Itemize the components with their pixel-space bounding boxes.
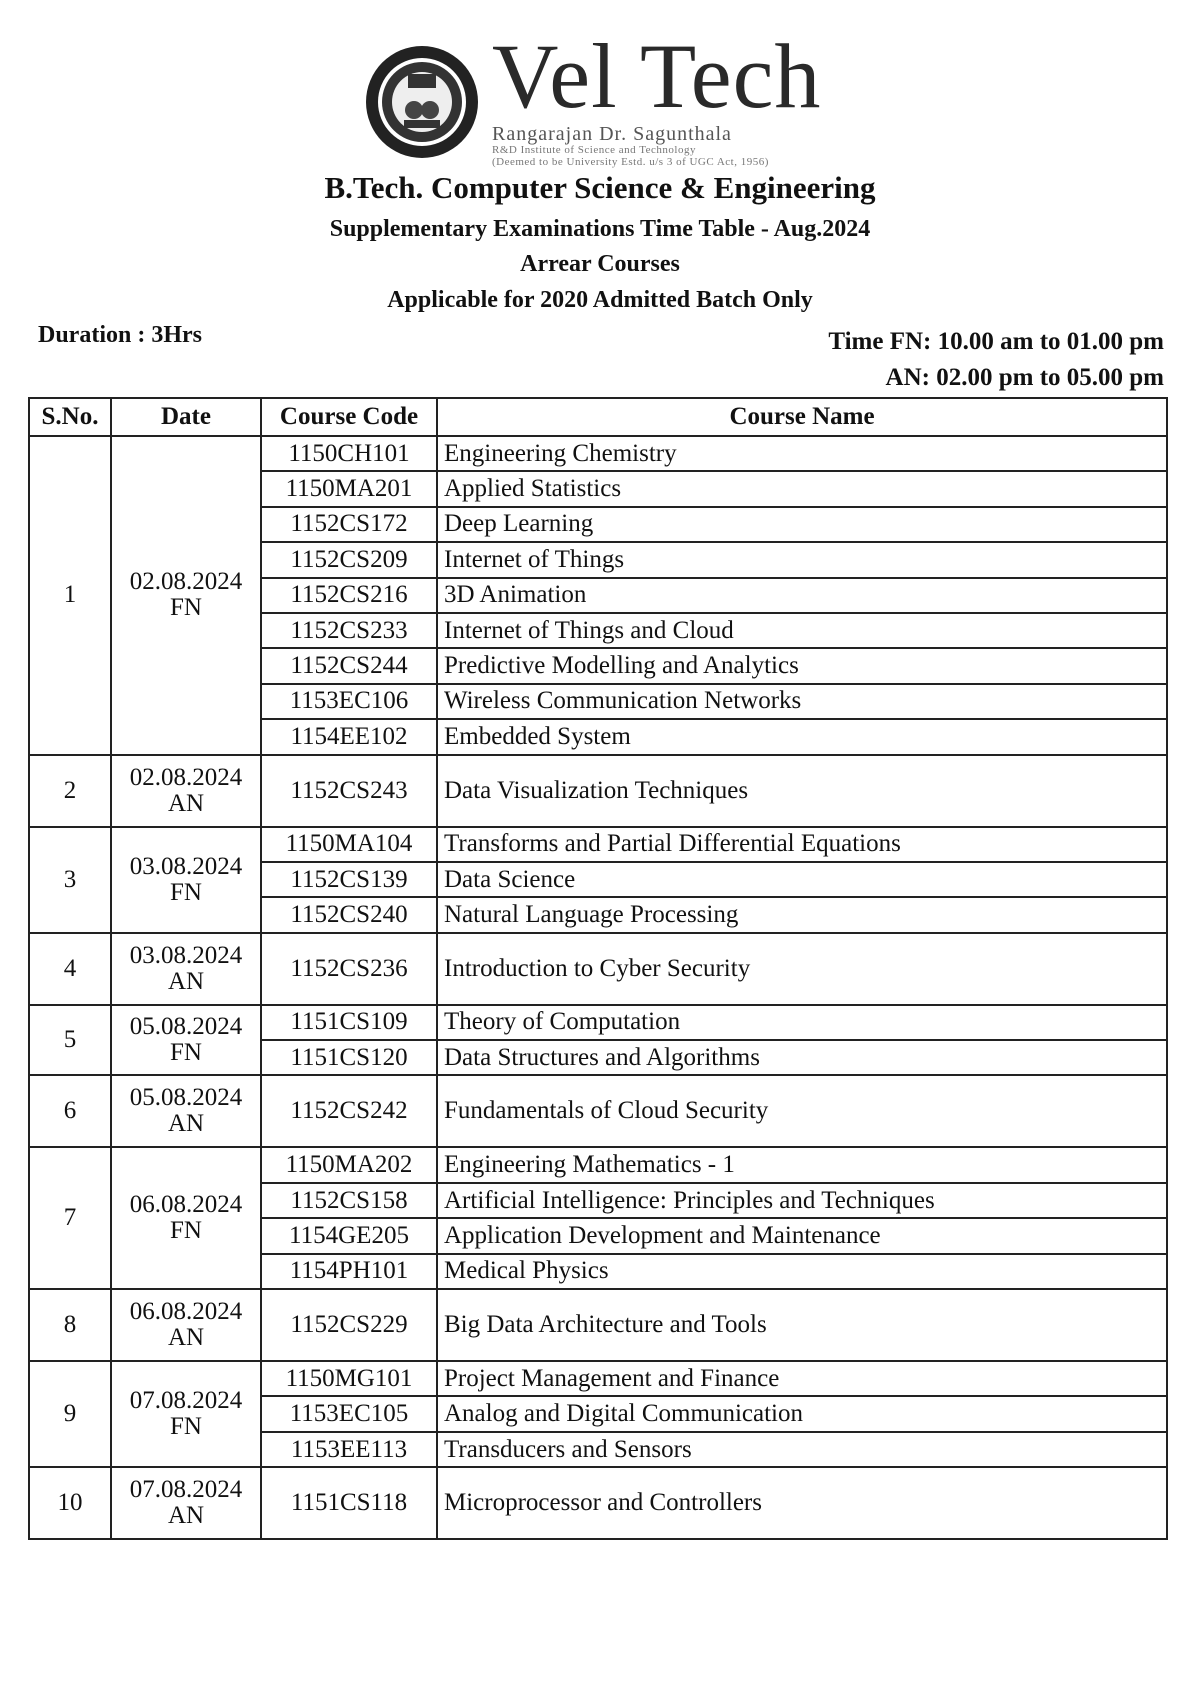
course-name-cell: Internet of Things and Cloud <box>437 613 1167 648</box>
course-code-cell: 1154EE102 <box>261 719 437 754</box>
table-row <box>29 1361 1167 1396</box>
exam-date-cell <box>111 1075 261 1147</box>
course-name-cell: Deep Learning <box>437 507 1167 542</box>
course-name-cell: Medical Physics <box>437 1254 1167 1289</box>
course-code-cell: 1152CS216 <box>261 578 437 613</box>
course-code-cell: 1150MA104 <box>261 827 437 862</box>
course-code-cell: 1152CS172 <box>261 507 437 542</box>
exam-session: FN <box>170 1217 202 1245</box>
serial-number-cell: 2 <box>29 755 111 827</box>
exam-date-cell <box>111 755 261 827</box>
exam-session: FN <box>170 878 202 906</box>
exam-session: FN <box>170 1413 202 1441</box>
course-code-cell: 1150CH101 <box>261 436 437 471</box>
course-code-cell: 1151CS118 <box>261 1467 437 1539</box>
table-row <box>29 1147 1167 1182</box>
timetable-body <box>29 436 1167 1539</box>
course-code-cell: 1150MA202 <box>261 1147 437 1182</box>
exam-session: FN <box>170 594 202 622</box>
exam-date: 07.08.2024 <box>129 1476 243 1504</box>
serial-number-cell: 5 <box>29 1005 111 1076</box>
batch-applicability: Applicable for 2020 Admitted Batch Only <box>387 287 813 313</box>
course-name-cell: Natural Language Processing <box>437 897 1167 932</box>
serial-number-cell: 4 <box>29 933 111 1005</box>
column-header-sno: S.No. <box>29 398 111 436</box>
exam-date: 05.08.2024 <box>129 1013 243 1041</box>
table-row <box>29 755 1167 827</box>
course-code-cell: 1152CS242 <box>261 1075 437 1147</box>
course-code-cell: 1152CS158 <box>261 1183 437 1218</box>
exam-date-cell <box>111 1147 261 1289</box>
course-name-cell: Transforms and Partial Differential Equations <box>437 827 1167 862</box>
course-name-cell: Microprocessor and Controllers <box>437 1467 1167 1539</box>
exam-subtitle: Supplementary Examinations Time Table - Aug.2024 <box>329 216 871 242</box>
serial-number-cell: 10 <box>29 1467 111 1539</box>
timetable <box>28 397 1168 1540</box>
course-code-cell: 1153EE113 <box>261 1432 437 1467</box>
course-code-cell: 1150MG101 <box>261 1361 437 1396</box>
table-row <box>29 1289 1167 1361</box>
exam-date: 05.08.2024 <box>129 1084 243 1112</box>
logo-line-2: R&D Institute of Science and Technology <box>492 144 696 156</box>
institution-logo <box>364 25 824 168</box>
course-category: Arrear Courses <box>520 251 680 277</box>
table-row <box>29 933 1167 1005</box>
table-row <box>29 436 1167 471</box>
column-header-course-name: Course Name <box>437 398 1167 436</box>
table-row <box>29 827 1167 862</box>
serial-number-cell: 6 <box>29 1075 111 1147</box>
course-name-cell: Wireless Communication Networks <box>437 684 1167 719</box>
exam-date-cell <box>111 436 261 755</box>
exam-duration: Duration : 3Hrs <box>38 322 202 348</box>
forenoon-timing: Time FN: 10.00 am to 01.00 pm <box>828 328 1164 355</box>
course-code-cell: 1152CS236 <box>261 933 437 1005</box>
course-name-cell: Project Management and Finance <box>437 1361 1167 1396</box>
exam-session: AN <box>167 789 205 817</box>
course-code-cell: 1152CS243 <box>261 755 437 827</box>
course-name-cell: 3D Animation <box>437 578 1167 613</box>
course-code-cell: 1152CS244 <box>261 648 437 683</box>
serial-number-cell: 9 <box>29 1361 111 1467</box>
course-name-cell: Fundamentals of Cloud Security <box>437 1075 1167 1147</box>
course-name-cell: Introduction to Cyber Security <box>437 933 1167 1005</box>
exam-date-cell <box>111 933 261 1005</box>
course-code-cell: 1150MA201 <box>261 471 437 506</box>
course-name-cell: Data Science <box>437 862 1167 897</box>
exam-date-cell <box>111 1467 261 1539</box>
exam-date-cell <box>111 1289 261 1361</box>
serial-number-cell: 7 <box>29 1147 111 1289</box>
exam-date-cell <box>111 827 261 933</box>
course-code-cell: 1151CS109 <box>261 1005 437 1040</box>
table-row <box>29 1005 1167 1040</box>
exam-session: AN <box>167 1110 205 1138</box>
exam-session: AN <box>167 1324 205 1352</box>
course-code-cell: 1152CS240 <box>261 897 437 932</box>
serial-number-cell: 1 <box>29 436 111 755</box>
logo-line-1: Rangarajan Dr. Sagunthala <box>492 123 732 145</box>
course-name-cell: Predictive Modelling and Analytics <box>437 648 1167 683</box>
course-name-cell: Engineering Chemistry <box>437 436 1167 471</box>
exam-date-cell <box>111 1005 261 1076</box>
course-name-cell: Analog and Digital Communication <box>437 1396 1167 1431</box>
table-row <box>29 1467 1167 1539</box>
course-code-cell: 1152CS139 <box>261 862 437 897</box>
exam-date: 06.08.2024 <box>129 1191 243 1219</box>
table-row <box>29 1075 1167 1147</box>
exam-date: 02.08.2024 <box>129 568 243 596</box>
exam-date: 02.08.2024 <box>129 763 243 791</box>
course-code-cell: 1153EC106 <box>261 684 437 719</box>
exam-date: 07.08.2024 <box>129 1387 243 1415</box>
university-seal-icon <box>364 44 480 160</box>
course-name-cell: Engineering Mathematics - 1 <box>437 1147 1167 1182</box>
exam-date: 03.08.2024 <box>129 852 243 880</box>
course-name-cell: Transducers and Sensors <box>437 1432 1167 1467</box>
course-code-cell: 1154GE205 <box>261 1218 437 1253</box>
course-code-cell: 1154PH101 <box>261 1254 437 1289</box>
course-code-cell: 1152CS233 <box>261 613 437 648</box>
course-name-cell: Embedded System <box>437 719 1167 754</box>
course-code-cell: 1153EC105 <box>261 1396 437 1431</box>
exam-date: 03.08.2024 <box>129 941 243 969</box>
program-title: B.Tech. Computer Science & Engineering <box>324 170 876 205</box>
column-header-date: Date <box>111 398 261 436</box>
table-header-row <box>29 398 1167 436</box>
column-header-course-code: Course Code <box>261 398 437 436</box>
exam-session: AN <box>167 967 205 995</box>
serial-number-cell: 3 <box>29 827 111 933</box>
course-name-cell: Big Data Architecture and Tools <box>437 1289 1167 1361</box>
exam-date-cell <box>111 1361 261 1467</box>
course-name-cell: Theory of Computation <box>437 1005 1167 1040</box>
course-name-cell: Internet of Things <box>437 542 1167 577</box>
exam-date: 06.08.2024 <box>129 1298 243 1326</box>
course-code-cell: 1152CS229 <box>261 1289 437 1361</box>
exam-session: AN <box>167 1502 205 1530</box>
serial-number-cell: 8 <box>29 1289 111 1361</box>
course-code-cell: 1152CS209 <box>261 542 437 577</box>
logo-line-3: (Deemed to be University Estd. u/s 3 of UGC Act, 1956) <box>492 156 769 168</box>
afternoon-timing: AN: 02.00 pm to 05.00 pm <box>885 364 1164 391</box>
exam-session: FN <box>170 1039 202 1067</box>
course-name-cell: Applied Statistics <box>437 471 1167 506</box>
course-name-cell: Application Development and Maintenance <box>437 1218 1167 1253</box>
course-name-cell: Data Visualization Techniques <box>437 755 1167 827</box>
course-name-cell: Data Structures and Algorithms <box>437 1040 1167 1075</box>
course-name-cell: Artificial Intelligence: Principles and Techniques <box>437 1183 1167 1218</box>
logo-name: Vel Tech <box>492 25 822 127</box>
course-code-cell: 1151CS120 <box>261 1040 437 1075</box>
